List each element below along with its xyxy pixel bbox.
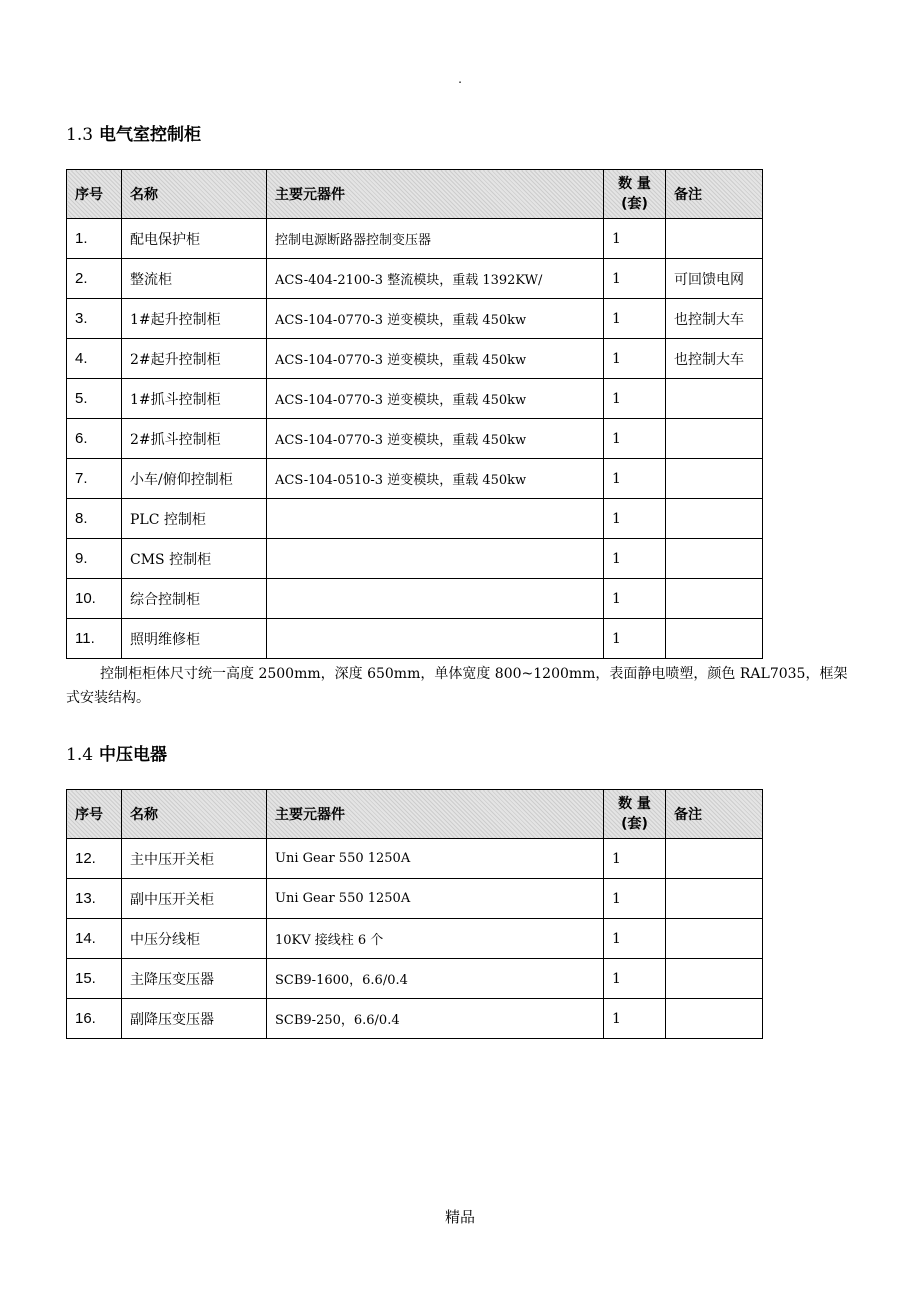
row-name-cell: 副降压变压器: [122, 999, 267, 1039]
row-index-cell: 10.: [67, 579, 122, 619]
row-remark-cell: [666, 459, 763, 499]
header-mark: .: [458, 72, 462, 86]
table-row: [67, 839, 763, 879]
row-index-cell: 7.: [67, 459, 122, 499]
table-header-row: [67, 790, 763, 839]
table-electrical-cabinets: [66, 169, 763, 659]
row-remark-cell: [666, 419, 763, 459]
col-header-index: 序号: [67, 170, 122, 219]
table-row: [67, 579, 763, 619]
row-remark-cell: [666, 619, 763, 659]
table-body: [67, 219, 763, 659]
row-remark-cell: [666, 579, 763, 619]
row-index-cell: 16.: [67, 999, 122, 1039]
section-title-1-3: [66, 120, 201, 145]
table-row: [67, 219, 763, 259]
row-name-cell: PLC 控制柜: [122, 499, 267, 539]
row-remark-cell: 可回馈电网: [666, 259, 763, 299]
row-parts-cell: ACS-104-0770-3 逆变模块，重载 450kw: [267, 339, 604, 379]
row-name-cell: 照明维修柜: [122, 619, 267, 659]
row-name-cell: 配电保护柜: [122, 219, 267, 259]
row-parts-cell: SCB9-1600，6.6/0.4: [267, 959, 604, 999]
row-qty-cell: 1: [604, 299, 666, 339]
row-name-cell: 副中压开关柜: [122, 879, 267, 919]
table-row: [67, 339, 763, 379]
row-qty-cell: 1: [604, 919, 666, 959]
row-remark-cell: [666, 999, 763, 1039]
row-index-cell: 2.: [67, 259, 122, 299]
row-index-cell: 8.: [67, 499, 122, 539]
row-parts-cell: SCB9-250，6.6/0.4: [267, 999, 604, 1039]
table-body: [67, 839, 763, 1039]
section-title-text: 电气室控制柜: [98, 125, 201, 145]
table-row: [67, 499, 763, 539]
table-row: [67, 539, 763, 579]
col-header-qty: 数 量 (套): [604, 790, 666, 839]
row-qty-cell: 1: [604, 339, 666, 379]
row-qty-cell: 1: [604, 499, 666, 539]
table-medium-voltage: [66, 789, 763, 1039]
row-index-cell: 14.: [67, 919, 122, 959]
row-index-cell: 4.: [67, 339, 122, 379]
row-qty-cell: 1: [604, 879, 666, 919]
row-index-cell: 5.: [67, 379, 122, 419]
row-name-cell: 整流柜: [122, 259, 267, 299]
section-number: 1.3: [66, 125, 94, 145]
col-header-index: 序号: [67, 790, 122, 839]
row-index-cell: 11.: [67, 619, 122, 659]
row-qty-cell: 1: [604, 999, 666, 1039]
row-remark-cell: [666, 919, 763, 959]
table-row: [67, 459, 763, 499]
row-remark-cell: 也控制大车: [666, 339, 763, 379]
col-header-parts: 主要元器件: [267, 170, 604, 219]
row-index-cell: 15.: [67, 959, 122, 999]
row-name-cell: 中压分线柜: [122, 919, 267, 959]
row-qty-cell: 1: [604, 539, 666, 579]
row-name-cell: 2#起升控制柜: [122, 339, 267, 379]
row-qty-cell: 1: [604, 619, 666, 659]
row-name-cell: 主降压变压器: [122, 959, 267, 999]
row-index-cell: 13.: [67, 879, 122, 919]
row-name-cell: 2#抓斗控制柜: [122, 419, 267, 459]
col-header-parts: 主要元器件: [267, 790, 604, 839]
row-qty-cell: 1: [604, 259, 666, 299]
row-parts-cell: ACS-104-0770-3 逆变模块，重载 450kw: [267, 299, 604, 339]
row-parts-cell: ACS-104-0510-3 逆变模块，重载 450kw: [267, 459, 604, 499]
row-parts-cell: [267, 579, 604, 619]
row-name-cell: 主中压开关柜: [122, 839, 267, 879]
row-remark-cell: [666, 219, 763, 259]
table-row: [67, 959, 763, 999]
col-header-name: 名称: [122, 170, 267, 219]
col-header-name: 名称: [122, 790, 267, 839]
row-index-cell: 12.: [67, 839, 122, 879]
row-qty-cell: 1: [604, 579, 666, 619]
row-remark-cell: [666, 379, 763, 419]
table-row: [67, 919, 763, 959]
row-parts-cell: ACS-404-2100-3 整流模块，重载 1392KW/: [267, 259, 604, 299]
section-number: 1.4: [66, 745, 94, 765]
row-parts-cell: 控制电源断路器控制变压器: [267, 219, 604, 259]
row-remark-cell: 也控制大车: [666, 299, 763, 339]
table-row: [67, 879, 763, 919]
table-row: [67, 299, 763, 339]
row-parts-cell: Uni Gear 550 1250A: [267, 879, 604, 919]
row-remark-cell: [666, 539, 763, 579]
row-parts-cell: ACS-104-0770-3 逆变模块，重载 450kw: [267, 419, 604, 459]
row-remark-cell: [666, 879, 763, 919]
cabinet-dimension-note: 控制柜柜体尺寸统一高度 2500mm，深度 650mm，单体宽度 800~1200mm，表面静电喷塑，颜色 RAL7035，框架式安装结构。: [66, 666, 848, 706]
table-row: [67, 619, 763, 659]
row-qty-cell: 1: [604, 459, 666, 499]
row-qty-cell: 1: [604, 219, 666, 259]
row-parts-cell: 10KV 接线柱 6 个: [267, 919, 604, 959]
col-header-remark: 备注: [666, 170, 763, 219]
table-row: [67, 419, 763, 459]
footer-text: 精品: [444, 1208, 475, 1226]
row-parts-cell: ACS-104-0770-3 逆变模块，重载 450kw: [267, 379, 604, 419]
row-parts-cell: [267, 539, 604, 579]
table-row: [67, 379, 763, 419]
row-name-cell: 综合控制柜: [122, 579, 267, 619]
table-header-row: [67, 170, 763, 219]
row-remark-cell: [666, 499, 763, 539]
section-title-1-4: [66, 740, 167, 765]
table-row: [67, 999, 763, 1039]
row-qty-cell: 1: [604, 959, 666, 999]
row-name-cell: 1#抓斗控制柜: [122, 379, 267, 419]
section-title-text: 中压电器: [98, 745, 167, 765]
row-name-cell: 小车/俯仰控制柜: [122, 459, 267, 499]
row-qty-cell: 1: [604, 419, 666, 459]
row-name-cell: CMS 控制柜: [122, 539, 267, 579]
row-parts-cell: [267, 499, 604, 539]
row-index-cell: 3.: [67, 299, 122, 339]
row-name-cell: 1#起升控制柜: [122, 299, 267, 339]
row-remark-cell: [666, 839, 763, 879]
row-qty-cell: 1: [604, 839, 666, 879]
row-parts-cell: [267, 619, 604, 659]
row-qty-cell: 1: [604, 379, 666, 419]
row-index-cell: 9.: [67, 539, 122, 579]
col-header-remark: 备注: [666, 790, 763, 839]
col-header-qty: 数 量 (套): [604, 170, 666, 219]
row-parts-cell: Uni Gear 550 1250A: [267, 839, 604, 879]
row-remark-cell: [666, 959, 763, 999]
row-index-cell: 1.: [67, 219, 122, 259]
row-index-cell: 6.: [67, 419, 122, 459]
table-row: [67, 259, 763, 299]
